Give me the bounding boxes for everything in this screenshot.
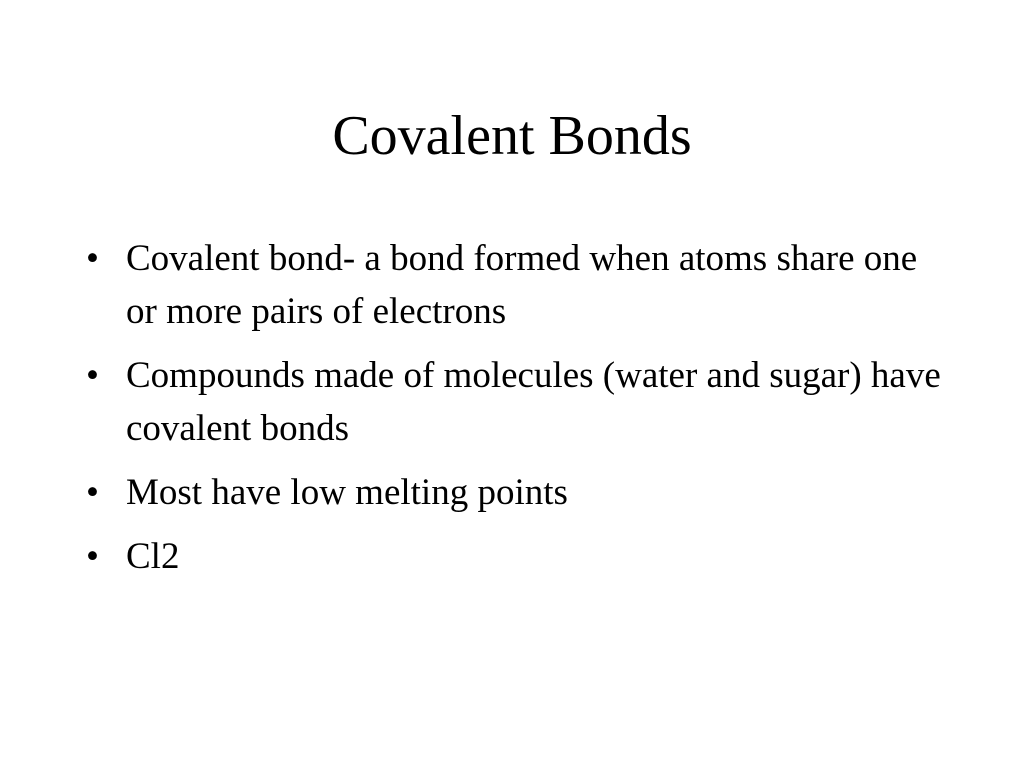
bullet-item <box>86 466 946 519</box>
slide-title: Covalent Bonds <box>332 105 692 167</box>
bullet-text: Most have low melting points <box>126 472 568 513</box>
bullet-marker: • <box>86 238 99 279</box>
bullet-marker: • <box>86 472 99 513</box>
bullet-text: Covalent bond- a bond formed when atoms share one or more pairs of electrons <box>126 238 918 332</box>
bullet-text: Compounds made of molecules (water and sugar) have covalent bonds <box>126 355 941 449</box>
bullet-item <box>86 349 946 455</box>
bullet-list <box>86 232 946 594</box>
bullet-marker: • <box>86 536 99 577</box>
bullet-item <box>86 530 946 583</box>
bullet-item <box>86 232 946 338</box>
bullet-marker: • <box>86 355 99 396</box>
bullet-text: Cl2 <box>126 536 180 577</box>
